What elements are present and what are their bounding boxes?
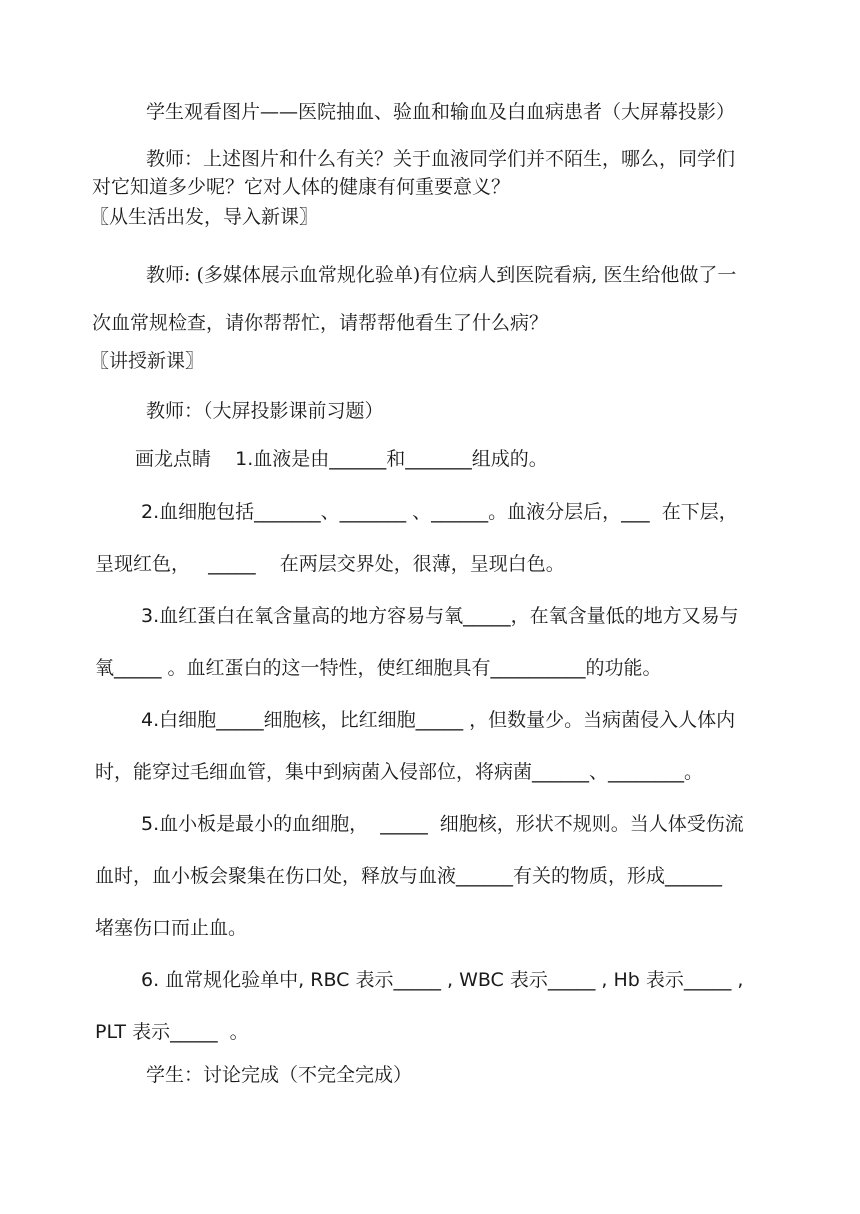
paragraph-teacher-lab-1: 教师: (多媒体展示血常规化验单)有位病人到医院看病, 医生给他做了一 xyxy=(146,264,737,286)
question-5-line-3: 堵塞伤口而止血。 xyxy=(95,917,248,939)
question-6-line-1: 6. 血常规化验单中, RBC 表示_____ , WBC 表示_____ , Hb 表示_____ , xyxy=(141,969,744,991)
question-1: 画龙点睛 1.血液是由______和_______组成的。 xyxy=(135,448,548,470)
paragraph-teacher-exercise: 教师：（大屏投影课前习题） xyxy=(146,400,384,422)
paragraph-student-discussion: 学生：讨论完成（不完全完成） xyxy=(146,1064,413,1086)
question-5-line-2: 血时，血小板会聚集在伤口处，释放与血液______有关的物质，形成______ xyxy=(95,865,723,887)
paragraph-teacher-question-2: 对它知道多少呢？它对人体的健康有何重要意义？ xyxy=(92,176,511,198)
question-4-line-2: 时，能穿过毛细血管，集中到病菌入侵部位，将病菌______、________。 xyxy=(95,761,704,783)
question-3-line-1: 3.血红蛋白在氧含量高的地方容易与氧_____，在氧含量低的地方又易与 xyxy=(141,605,739,627)
question-4-line-1: 4.白细胞_____细胞核，比红细胞_____ ，但数量少。当病菌侵入人体内 xyxy=(141,709,736,731)
paragraph-intro: 学生观看图片——医院抽血、验血和输血及白血病患者（大屏幕投影） xyxy=(146,101,736,123)
question-3-line-2: 氧_____ 。血红蛋白的这一特性，使红细胞具有__________的功能。 xyxy=(95,657,662,679)
paragraph-teacher-question-1: 教师：上述图片和什么有关？关于血液同学们并不陌生，哪么，同学们 xyxy=(146,148,736,170)
question-6-line-2: PLT 表示_____ 。 xyxy=(95,1021,249,1043)
section-heading-intro: 〖从生活出发，导入新课〗 xyxy=(90,206,319,228)
question-5-line-1: 5.血小板是最小的血细胞， _____ 细胞核，形状不规则。当人体受伤流 xyxy=(141,813,744,835)
question-2-line-1: 2.血细胞包括_______、_______ 、______。血液分层后，___ 在下层， xyxy=(141,501,738,523)
section-heading-lesson: 〖讲授新课〗 xyxy=(90,350,205,372)
question-2-line-2: 呈现红色， _____ 在两层交界处，很薄，呈现白色。 xyxy=(95,553,565,575)
paragraph-teacher-lab-2: 次血常规检查，请你帮帮忙，请帮帮他看生了什么病？ xyxy=(92,312,549,334)
